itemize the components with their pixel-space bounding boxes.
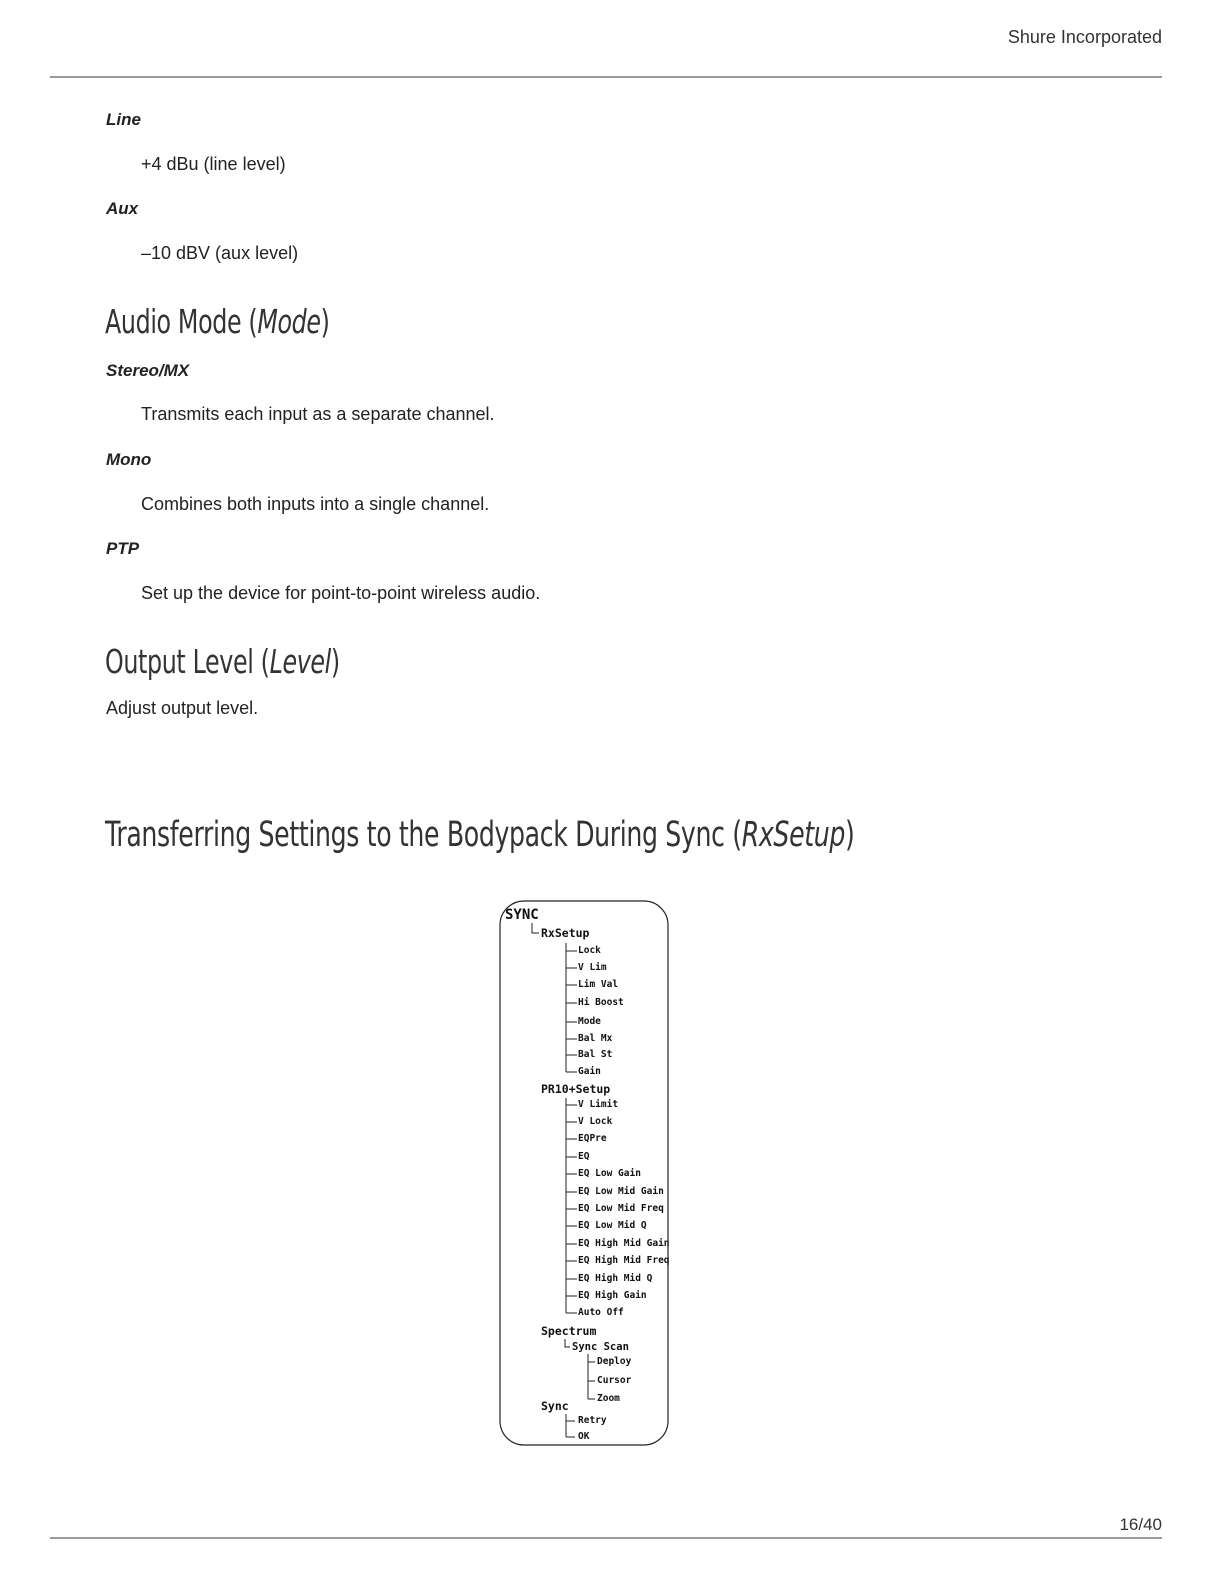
menu-item: Zoom [597, 1393, 620, 1404]
menu-sync: Sync [541, 1399, 569, 1413]
menu-spectrum: Spectrum [541, 1324, 597, 1338]
desc-stereo-mx: Transmits each input as a separate channel. [141, 404, 495, 424]
menu-item: EQ Low Mid Gain [578, 1186, 664, 1197]
menu-item: EQ Low Mid Freq [578, 1203, 664, 1214]
desc-mono: Combines both inputs into a single channel. [141, 494, 490, 514]
menu-item: EQ High Mid Freq [578, 1255, 670, 1266]
menu-item: Retry [578, 1415, 607, 1426]
menu-item: Auto Off [578, 1307, 624, 1318]
heading-transferring-settings: Transferring Settings to the Bodypack During Sync (RxSetup) [105, 815, 855, 855]
menu-item: EQ [578, 1151, 590, 1162]
menu-item: EQ High Mid Q [578, 1273, 653, 1284]
menu-item: Hi Boost [578, 997, 624, 1008]
menu-item: EQ High Gain [578, 1290, 647, 1301]
header-divider [50, 76, 1162, 78]
page-number: 16/40 [1119, 1515, 1162, 1534]
menu-item: V Lim [578, 962, 607, 973]
menu-item: Bal Mx [578, 1033, 613, 1044]
menu-item: EQPre [578, 1133, 607, 1144]
term-aux: Aux [106, 199, 139, 218]
menu-pr10-setup: PR10+Setup [541, 1082, 611, 1096]
desc-line: +4 dBu (line level) [141, 154, 286, 174]
menu-item: Lock [578, 945, 601, 956]
footer-divider [50, 1537, 1162, 1539]
menu-root-sync: SYNC [505, 907, 539, 923]
menu-item: Cursor [597, 1375, 632, 1386]
menu-item: EQ Low Mid Q [578, 1220, 647, 1231]
menu-item: V Limit [578, 1099, 619, 1110]
desc-ptp: Set up the device for point-to-point wireless audio. [141, 583, 541, 603]
menu-item: Mode [578, 1016, 601, 1027]
menu-item: EQ High Mid Gain [578, 1238, 670, 1249]
menu-item: Bal St [578, 1049, 613, 1060]
header-company: Shure Incorporated [1007, 27, 1162, 47]
menu-item: V Lock [578, 1116, 613, 1127]
term-line: Line [106, 110, 141, 129]
menu-item: Deploy [597, 1356, 632, 1367]
term-stereo-mx: Stereo/MX [106, 361, 190, 380]
sync-menu-tree [499, 900, 669, 1446]
output-level-text: Adjust output level. [106, 698, 259, 718]
menu-item: Lim Val [578, 979, 619, 990]
heading-output-level: Output Level (Level) [105, 642, 340, 681]
heading-audio-mode: Audio Mode (Mode) [105, 302, 330, 341]
desc-aux: –10 dBV (aux level) [141, 243, 299, 263]
menu-item: OK [578, 1431, 590, 1442]
menu-item: EQ Low Gain [578, 1168, 641, 1179]
term-mono: Mono [106, 450, 152, 469]
menu-sync-scan: Sync Scan [572, 1341, 629, 1353]
term-ptp: PTP [106, 539, 140, 558]
menu-rxsetup: RxSetup [541, 926, 590, 940]
menu-item: Gain [578, 1066, 601, 1077]
